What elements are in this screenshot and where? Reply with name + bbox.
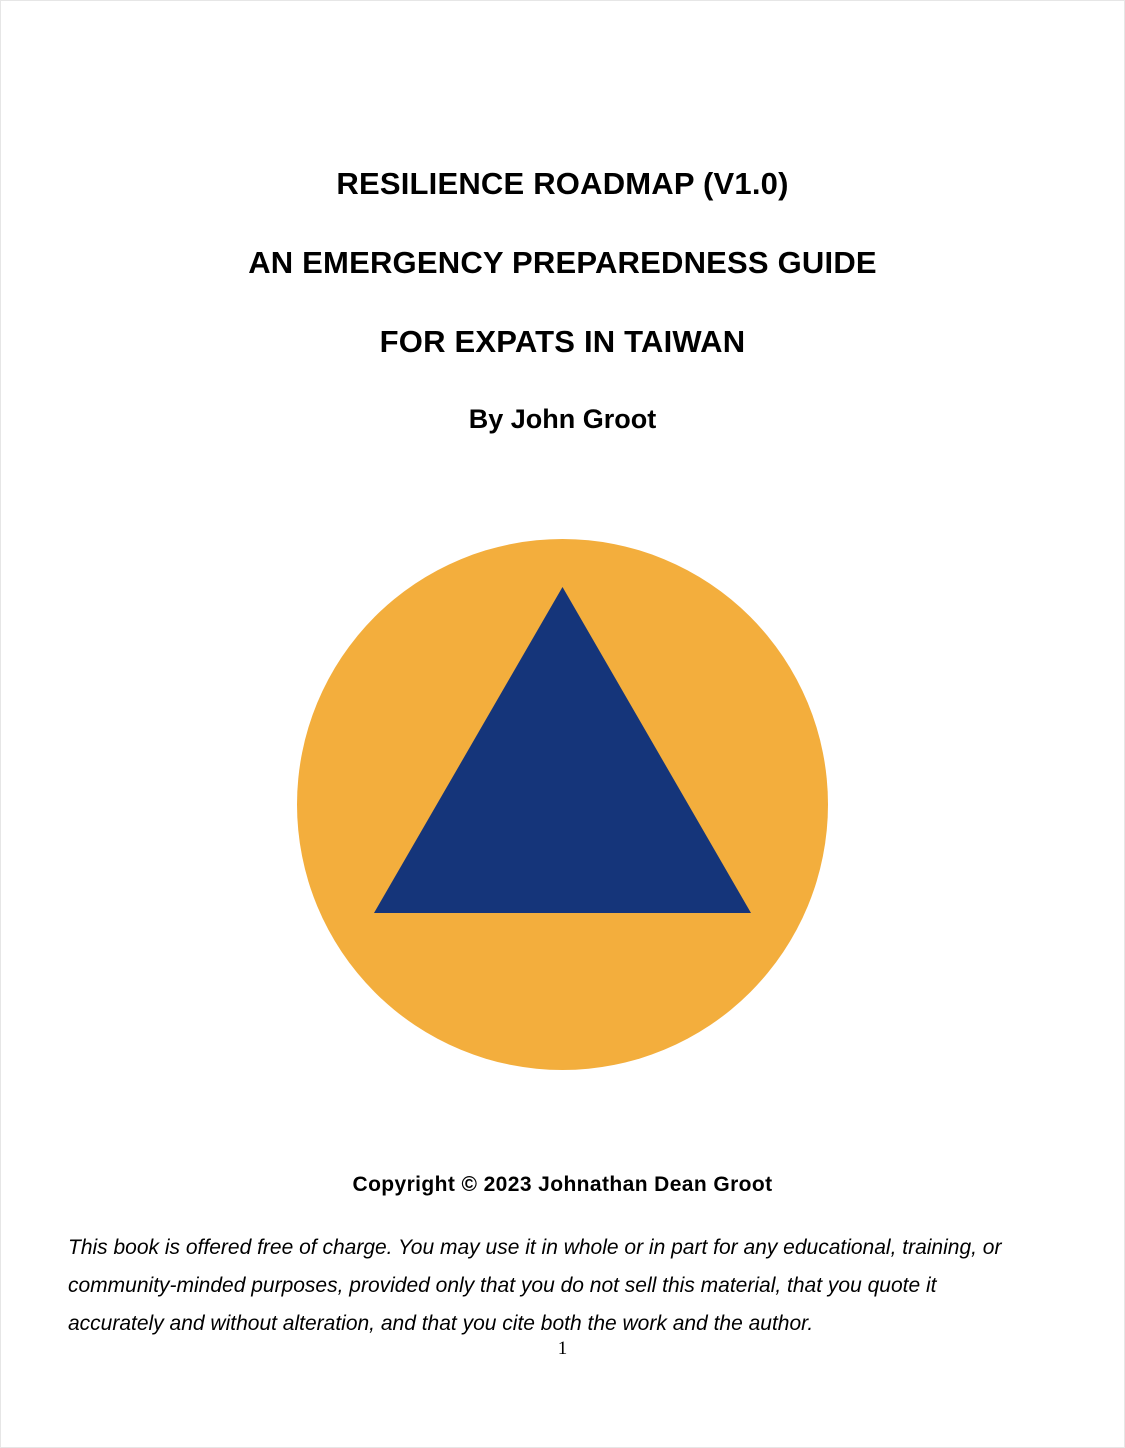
title-line-1: RESILIENCE ROADMAP (V1.0) [336, 166, 789, 201]
license-paragraph [68, 1229, 1068, 1343]
license-line-1: This book is offered free of charge. You may use it in whole or in part for any educational, training, or [68, 1236, 1002, 1259]
page-number: 1 [557, 1338, 568, 1359]
license-line-2: community-minded purposes, provided only that you do not sell this material, that you quote it [68, 1274, 937, 1297]
civil-defence-triangle-icon [297, 539, 828, 1070]
license-line-3: accurately and without alteration, and that you cite both the work and the author. [68, 1312, 814, 1335]
copyright-notice: Copyright © 2023 Johnathan Dean Groot [352, 1173, 773, 1196]
title-line-3: FOR EXPATS IN TAIWAN [379, 324, 746, 359]
author-byline: By John Groot [468, 404, 657, 434]
title-line-2: AN EMERGENCY PREPAREDNESS GUIDE [248, 245, 877, 280]
